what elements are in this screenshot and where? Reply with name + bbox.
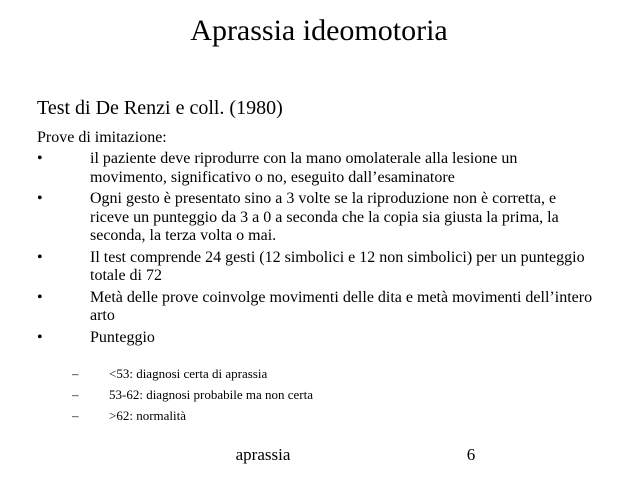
sub-bullet-mark: –: [72, 366, 79, 381]
slide-title: Aprassia ideomotoria: [190, 14, 448, 47]
bullet-item: [37, 150, 597, 187]
bullet-mark: •: [37, 190, 43, 207]
sub-bullet-mark: –: [72, 408, 79, 423]
sub-bullet-list: [72, 366, 313, 429]
bullet-mark: •: [37, 328, 43, 346]
sub-bullet-text: <53: diagnosi certa di aprassia: [109, 366, 268, 381]
bullet-mark: •: [37, 288, 43, 306]
bullet-item: [37, 329, 597, 348]
bullet-item: [37, 289, 597, 326]
footer-label: aprassia: [235, 445, 291, 464]
bullet-mark: •: [37, 248, 43, 266]
bullet-text: Il test comprende 24 gesti (12 simbolici e 12 non simbolici) per un punteggio totale di 72: [90, 248, 585, 284]
bullet-text: il paziente deve riprodurre con la mano omolaterale alla lesione un movimento, significativo o no, eseguito dall’esaminatore: [90, 150, 518, 186]
bullet-mark: •: [37, 150, 43, 167]
slide-subtitle: Test di De Renzi e coll. (1980): [37, 97, 283, 119]
page-number: 6: [466, 445, 476, 464]
bullet-text: Ogni gesto è presentato sino a 3 volte se la riproduzione non è corretta, e riceve un punteggio da 3 a 0 a seconda che la copia sia giusta la prima, la seconda, la terza volta o mai.: [90, 190, 559, 244]
bullet-text: Metà delle prove coinvolge movimenti delle dita e metà movimenti dell’intero arto: [90, 288, 593, 324]
sub-bullet-item: [72, 366, 313, 381]
bullet-item: [37, 249, 597, 286]
sub-bullet-text: 53-62: diagnosi probabile ma non certa: [109, 387, 313, 402]
bullet-list: [37, 150, 597, 350]
sub-bullet-item: [72, 387, 313, 402]
intro-text: Prove di imitazione:: [37, 129, 167, 146]
bullet-text: Punteggio: [90, 328, 155, 346]
bullet-item: [37, 190, 597, 246]
sub-bullet-text: >62: normalità: [109, 408, 187, 423]
sub-bullet-item: [72, 408, 313, 423]
sub-bullet-mark: –: [72, 387, 79, 402]
